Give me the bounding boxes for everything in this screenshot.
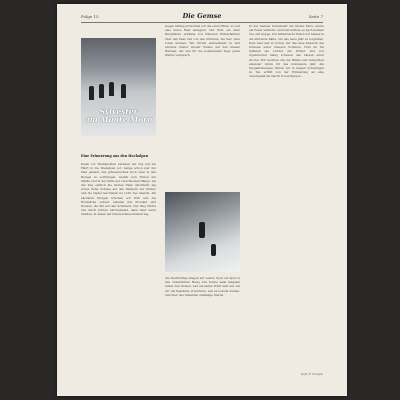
paragraph: Am Nachmittag stiegen wir weiter, Spur um Spur in den unberührten Hang. Die Sonne sank langsam hinter den Graten, und ein kalter Wind kam auf. Als wir die Passhöhe erreichten, war es bereits dunkel, und über uns funkelten unzählige Sterne. — [165, 276, 240, 297]
skier-figure — [109, 82, 114, 96]
paragraph: Gegen Mittag erreichten wir die erste Hütte, wo wir eine kurze Rast einlegten. Der Wirt, ein alter Bergführer, erzählte von früheren Winterfahrten über den Pass und von den Stürmen, die hier oben toben können. Wir hörten aufmerksam zu und blickten immer wieder hinaus auf den blauen Himmel, der uns für die kommenden Tage gutes Wetter versprach. — [165, 24, 240, 58]
text-column-3 — [249, 24, 324, 384]
issue-number: Folge 15 — [81, 14, 99, 19]
mountain-photo — [165, 192, 240, 272]
text-column-2-lower — [165, 276, 240, 384]
climber-figure — [199, 222, 205, 238]
article-title: Sylvester am Monte Moro — [84, 107, 153, 124]
magazine-page — [57, 4, 347, 396]
page-header — [81, 12, 323, 23]
skier-figure — [99, 84, 104, 98]
skier-figure — [121, 84, 126, 98]
author-signature: Gefr. F. Trampe — [301, 372, 323, 376]
text-column-1 — [81, 162, 156, 384]
paragraph: Kaum vor Weihnachten bereiten wir uns auf die Fahrt in die Westalpen vor. Lange schon war der Plan gefasst, den Jahreswechsel hoch oben in den Bergen zu verbringen, weitab vom Trubel der Städte und in der Stille der verschneiten Hänge. Als der Zug endlich die letzten Täler durchfuhr, lag schon tiefer Schnee auf den Dächern der Dörfer, und die Gipfel leuchteten im Licht des Abends. Am nächsten Morgen brachen wir früh auf, die Rucksäcke schwer beladen mit Proviant und Decken, die Ski auf den Schultern. Der Weg führte uns durch lichten Lärchenwald, dann über weite Mulden, in denen der Pulverschnee knietief lag. — [81, 162, 156, 217]
paragraph: In der kleinen Unterkunft am Monte Moro wurde ein Feuer entfacht, und bald duftete es nach heißem Tee und Suppe. Um Mitternacht traten wir hinaus in die klirrende Kälte, um das neue Jahr zu begrüßen. Kein Laut war zu hören, nur das leise Knistern des Schnees unter unseren Schuhen. Fern im Tal blinkten die Lichter der Dörfer, und von irgendwoher klang schwach das Läuten einer Glocke. Wir reichten uns die Hände und wünschten einander Glück für das kommende Jahr. Am Neujahrsmorgen fuhren wir in langen Schwüngen zu Tal, erfüllt von der Erinnerung an eine unvergessliche Nacht in den Bergen. — [249, 24, 324, 79]
climber-figure — [211, 244, 216, 256]
skiers-photo — [81, 38, 156, 136]
magazine-title: Die Gemse — [182, 12, 222, 20]
text-column-2 — [165, 24, 240, 184]
article-subtitle: Eine Erinnerung aus den Hochalpen — [81, 154, 149, 158]
page-number: Seite 7 — [308, 14, 323, 19]
skier-figure — [89, 86, 94, 100]
